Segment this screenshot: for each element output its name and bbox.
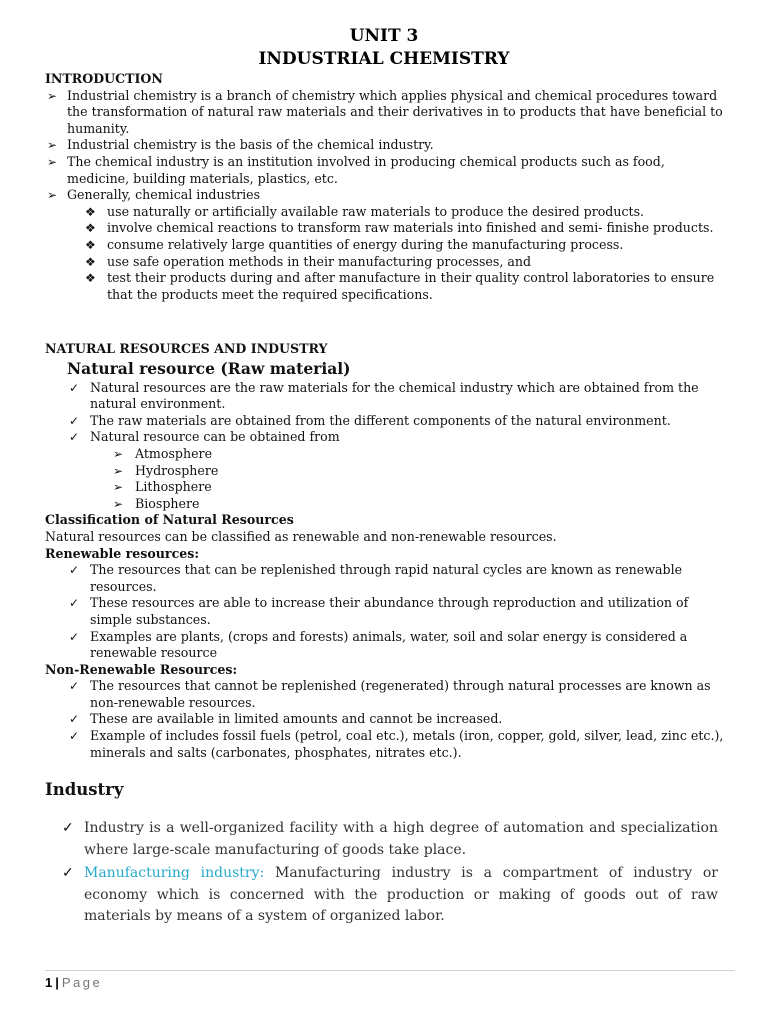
check-item: ✓ Industry is a well-organized facility with a high degree of automation and specialization where large-scale manufacturing of goods take place.: [62, 820, 718, 858]
natural-resources-heading: NATURAL RESOURCES AND INDUSTRY: [45, 341, 328, 356]
check-item: ✓ These are available in limited amounts and cannot be increased.: [69, 711, 503, 727]
unit-label: UNIT 3: [349, 26, 419, 46]
introduction-heading: INTRODUCTION: [45, 71, 163, 86]
page-title: INDUSTRIAL CHEMISTRY: [258, 49, 510, 69]
arrow-bullet-icon: ➢: [113, 463, 124, 478]
list-item: ➢ Industrial chemistry is the basis of the chemical industry.: [47, 137, 434, 153]
natural-resource-subheading: Natural resource (Raw material): [67, 358, 351, 378]
diamond-bullet-icon: ❖: [85, 254, 96, 269]
industry-heading: Industry: [45, 780, 124, 799]
renewable-heading: Renewable resources:: [45, 545, 199, 561]
natural-resources-section: [45, 341, 728, 761]
check-icon: ✓: [69, 380, 80, 395]
check-icon: ✓: [69, 596, 80, 611]
arrow-bullet-icon: ➢: [47, 154, 58, 169]
check-item: ✓ Natural resources are the raw materials for the chemical industry which are obtained from the natural environment.: [69, 379, 699, 412]
sphere-item: ➢ Hydrosphere: [113, 462, 219, 478]
check-icon: ✓: [69, 729, 80, 744]
check-icon: ✓: [69, 430, 80, 445]
sphere-item: ➢ Biosphere: [113, 495, 200, 511]
arrow-bullet-icon: ➢: [113, 480, 124, 495]
check-icon: ✓: [69, 679, 80, 694]
industry-section: [62, 818, 718, 930]
check-icon: ✓: [62, 820, 74, 836]
check-item: ✓ These resources are able to increase their abundance through reproduction and utilization of simple substances.: [69, 595, 689, 627]
footer-separator: |: [55, 975, 59, 990]
page-label: Page: [61, 975, 103, 990]
sphere-item: ➢ Lithosphere: [113, 479, 212, 495]
check-item: ✓ The resources that cannot be replenished (regenerated) through natural processes are known as non-renewable resources.: [69, 678, 711, 710]
check-item: ✓ The resources that can be replenished through rapid natural cycles are known as renewable resources.: [69, 562, 683, 594]
sub-list-item: ❖ consume relatively large quantities of energy during the manufacturing process.: [85, 236, 624, 252]
footer-divider: [45, 970, 735, 971]
nonrenewable-heading: Non-Renewable Resources:: [45, 661, 238, 677]
diamond-bullet-icon: ❖: [85, 204, 96, 219]
arrow-bullet-icon: ➢: [47, 88, 58, 103]
arrow-bullet-icon: ➢: [47, 138, 58, 153]
check-item: ✓ The raw materials are obtained from the different components of the natural environment.: [69, 412, 671, 428]
check-icon: ✓: [69, 413, 80, 428]
sphere-item: ➢ Atmosphere: [113, 445, 213, 461]
list-item: ➢ Generally, chemical industries: [47, 187, 261, 203]
introduction-section: [45, 71, 728, 303]
diamond-bullet-icon: ❖: [85, 221, 96, 236]
classification-text: Natural resources can be classified as renewable and non-renewable resources.: [45, 528, 557, 544]
sub-list-item: ❖ use safe operation methods in their manufacturing processes, and: [85, 253, 532, 269]
list-item: ➢ Industrial chemistry is a branch of chemistry which applies physical and chemical procedures toward the transformation of natural raw materials and their derivatives in to products that have beneficial to humanity.: [47, 87, 723, 136]
list-item: ➢ The chemical industry is an institution involved in producing chemical products such as food, medicine, building materials, plastics, etc.: [47, 153, 665, 186]
check-item: ✓ Manufacturing industry: Manufacturing industry is a compartment of industry or economy which is concerned with the production or making of goods out of raw materials by means of a system of organized labor.: [62, 865, 718, 924]
manufacturing-industry-term: Manufacturing industry:: [84, 865, 265, 881]
arrow-bullet-icon: ➢: [113, 446, 124, 461]
page-footer: [45, 975, 102, 990]
arrow-bullet-icon: ➢: [113, 496, 124, 511]
diamond-bullet-icon: ❖: [85, 237, 96, 252]
check-item: ✓ Examples are plants, (crops and forests) animals, water, soil and solar energy is considered a renewable resource: [69, 628, 688, 661]
page-number: 1: [45, 975, 53, 990]
sub-list-item: ❖ involve chemical reactions to transform raw materials into finished and semi- finishe products.: [85, 220, 714, 236]
check-icon: ✓: [69, 563, 80, 578]
classification-heading: Classification of Natural Resources: [45, 512, 294, 528]
check-icon: ✓: [69, 712, 80, 727]
check-icon: ✓: [62, 865, 74, 881]
check-item: ✓ Natural resource can be obtained from: [69, 429, 340, 445]
check-icon: ✓: [69, 629, 80, 644]
diamond-bullet-icon: ❖: [85, 271, 96, 286]
sub-list-item: ❖ use naturally or artificially available raw materials to produce the desired products.: [85, 203, 645, 219]
check-item: ✓ Example of includes fossil fuels (petrol, coal etc.), metals (iron, copper, gold, silver, lead, zinc etc.), minerals and salts (carbonates, phosphates, nitrates etc.).: [69, 728, 724, 760]
arrow-bullet-icon: ➢: [47, 188, 58, 203]
sub-list-item: ❖ test their products during and after manufacture in their quality control laboratories to ensure that the products meet the required specifications.: [85, 270, 715, 302]
